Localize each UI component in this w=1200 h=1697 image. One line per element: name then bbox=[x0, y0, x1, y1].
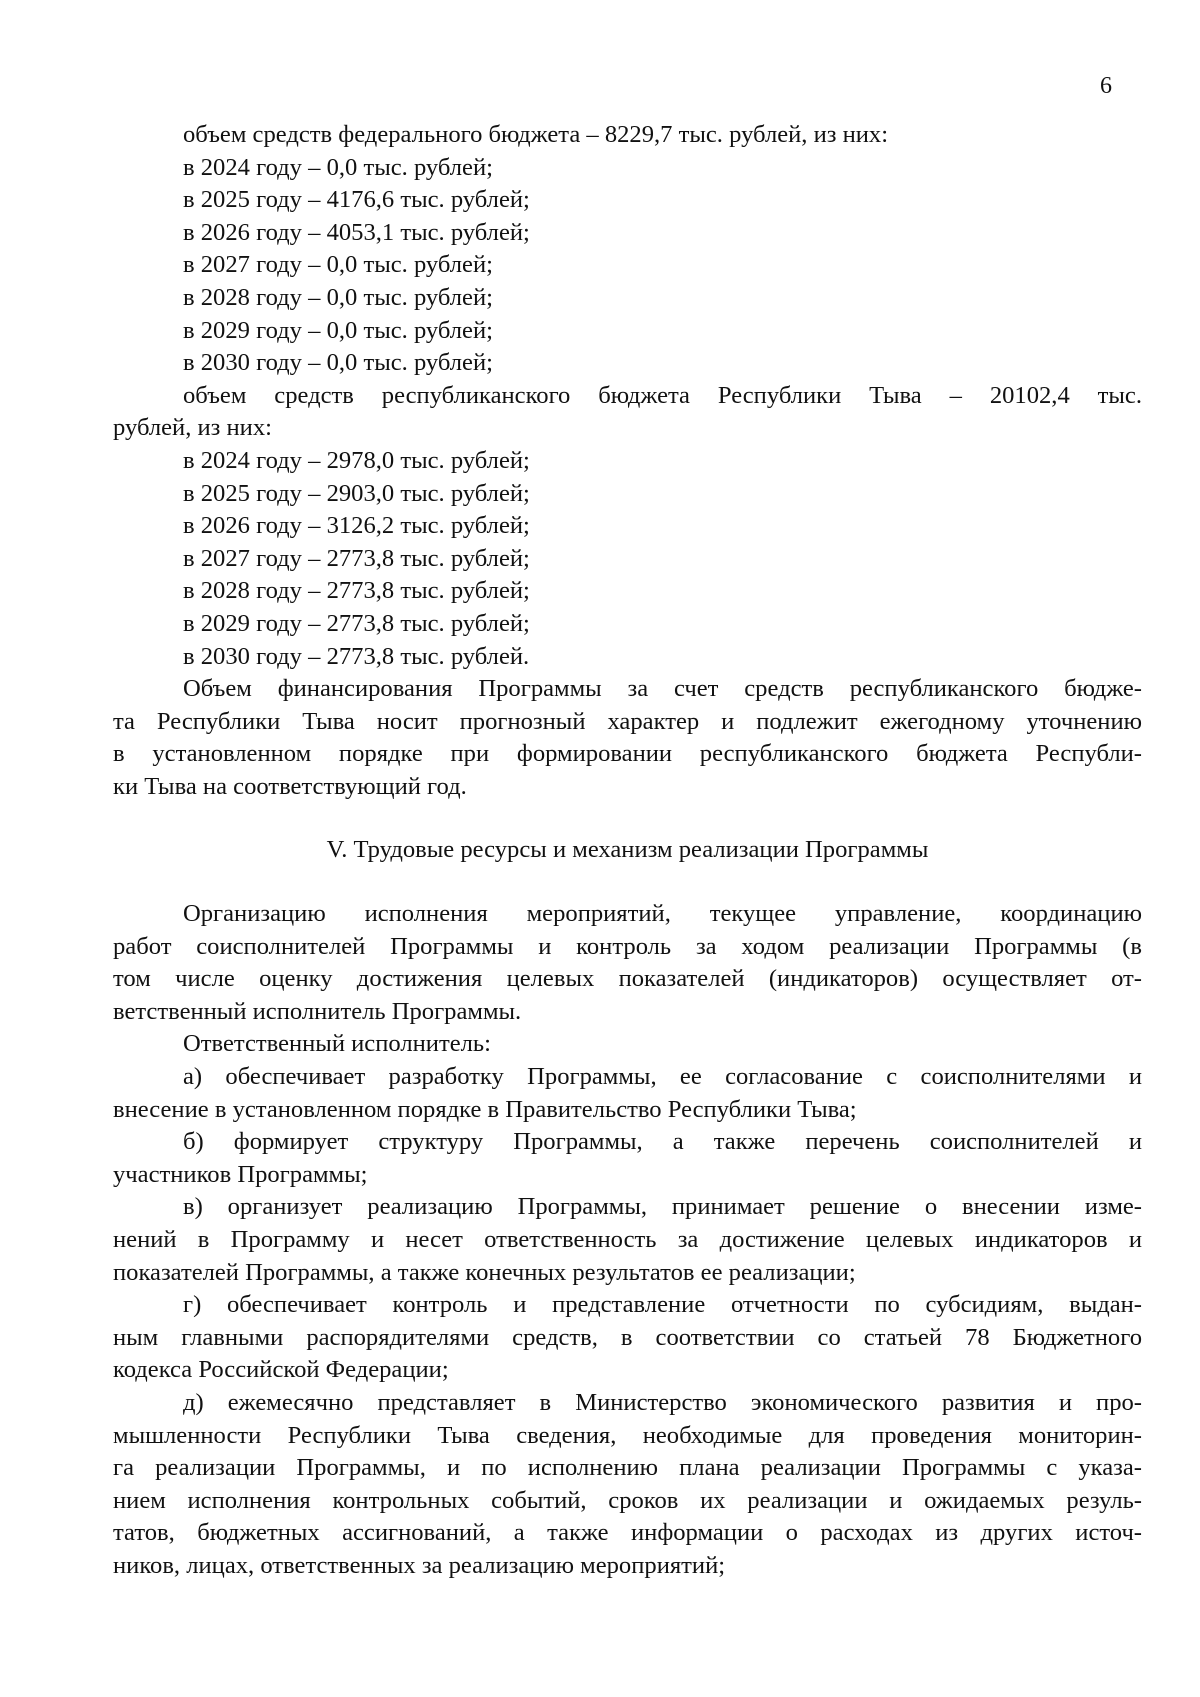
list-item-v bbox=[113, 1191, 1142, 1289]
page-number: 6 bbox=[1100, 73, 1112, 99]
list-item-line: внесение в установленном порядке в Правительство Республики Тыва; bbox=[113, 1095, 857, 1123]
federal-budget-block bbox=[113, 119, 1142, 380]
organization-line: том числе оценку достижения целевых показателей (индикаторов) осуществляет от- bbox=[113, 965, 1142, 993]
list-item-line: г) обеспечивает контроль и представление отчетности по субсидиям, выдан- bbox=[183, 1291, 1142, 1319]
financing-note-line: та Республики Тыва носит прогнозный характер и подлежит ежегодному уточнению bbox=[113, 707, 1142, 735]
list-item-b bbox=[113, 1126, 1142, 1191]
organization-line: работ соисполнителей Программы и контроль за ходом реализации Программы (в bbox=[113, 932, 1142, 960]
federal-year-line: в 2029 году – 0,0 тыс. рублей; bbox=[183, 316, 493, 344]
federal-budget-intro: объем средств федерального бюджета – 8229,7 тыс. рублей, из них: bbox=[183, 121, 889, 148]
list-item-a bbox=[113, 1061, 1142, 1126]
republic-year-line: в 2030 году – 2773,8 тыс. рублей. bbox=[183, 642, 530, 670]
federal-year-line: в 2030 году – 0,0 тыс. рублей; bbox=[183, 349, 493, 377]
list-item-line: га реализации Программы, и по исполнению плана реализации Программы с указа- bbox=[113, 1454, 1142, 1482]
list-item-line: нений в Программу и несет ответственность за достижение целевых индикаторов и bbox=[113, 1226, 1142, 1253]
list-item-line: участников Программы; bbox=[113, 1160, 368, 1188]
list-item-line: ным главными распорядителями средств, в соответствии со статьей 78 Бюджетного bbox=[113, 1323, 1142, 1351]
list-item-line: татов, бюджетных ассигнований, а также информации о расходах из других источ- bbox=[113, 1519, 1142, 1547]
list-item-line: мышленности Республики Тыва сведения, необходимые для проведения мониторин- bbox=[113, 1421, 1142, 1449]
republic-year-line: в 2024 году – 2978,0 тыс. рублей; bbox=[183, 446, 530, 474]
republic-budget-block bbox=[113, 380, 1142, 673]
list-item-line: кодекса Российской Федерации; bbox=[113, 1356, 449, 1384]
republic-year-line: в 2029 году – 2773,8 тыс. рублей; bbox=[183, 609, 530, 637]
list-item-line: показателей Программы, а также конечных результатов ее реализации; bbox=[113, 1258, 856, 1286]
federal-year-line: в 2025 году – 4176,6 тыс. рублей; bbox=[183, 186, 530, 214]
list-item-line: а) обеспечивает разработку Программы, ее согласование с соисполнителями и bbox=[183, 1063, 1142, 1091]
list-item-line: нием исполнения контрольных событий, сроков их реализации и ожидаемых резуль- bbox=[113, 1486, 1142, 1514]
federal-year-line: в 2027 году – 0,0 тыс. рублей; bbox=[183, 251, 493, 279]
list-item-line: в) организует реализацию Программы, принимает решение о внесении изме- bbox=[183, 1193, 1142, 1221]
organization-line: Организацию исполнения мероприятий, текущее управление, координацию bbox=[183, 900, 1142, 928]
republic-year-line: в 2028 году – 2773,8 тыс. рублей; bbox=[183, 577, 530, 605]
list-item-line: д) ежемесячно представляет в Министерство экономического развития и про- bbox=[183, 1388, 1142, 1416]
organization-paragraph bbox=[113, 898, 1142, 1028]
financing-note-line: в установленном порядке при формировании республиканского бюджета Республи- bbox=[113, 740, 1142, 768]
financing-note bbox=[113, 673, 1142, 803]
federal-year-line: в 2026 году – 4053,1 тыс. рублей; bbox=[183, 218, 530, 246]
republic-budget-intro: объем средств республиканского бюджета Республики Тыва – 20102,4 тыс. bbox=[183, 381, 1142, 409]
federal-year-line: в 2024 году – 0,0 тыс. рублей; bbox=[183, 153, 493, 181]
republic-year-line: в 2025 году – 2903,0 тыс. рублей; bbox=[183, 479, 530, 507]
list-item-g bbox=[113, 1289, 1142, 1387]
financing-note-line: ки Тыва на соответствующий год. bbox=[113, 772, 467, 800]
section-heading: V. Трудовые ресурсы и механизм реализации Программы bbox=[326, 836, 929, 864]
federal-year-line: в 2028 году – 0,0 тыс. рублей; bbox=[183, 283, 493, 311]
republic-year-line: в 2027 году – 2773,8 тыс. рублей; bbox=[183, 544, 530, 572]
republic-year-line: в 2026 году – 3126,2 тыс. рублей; bbox=[183, 512, 530, 540]
document-body bbox=[113, 119, 1142, 1583]
list-item-line: ников, лицах, ответственных за реализацию мероприятий; bbox=[113, 1551, 726, 1579]
list-item-d bbox=[113, 1387, 1142, 1583]
organization-line: ветственный исполнитель Программы. bbox=[113, 997, 522, 1025]
republic-budget-intro-cont: рублей, из них: bbox=[113, 414, 272, 442]
list-item-line: б) формирует структуру Программы, а также перечень соисполнителей и bbox=[183, 1128, 1142, 1156]
financing-note-line: Объем финансирования Программы за счет средств республиканского бюдже- bbox=[183, 675, 1142, 703]
responsible-label: Ответственный исполнитель: bbox=[183, 1030, 491, 1058]
